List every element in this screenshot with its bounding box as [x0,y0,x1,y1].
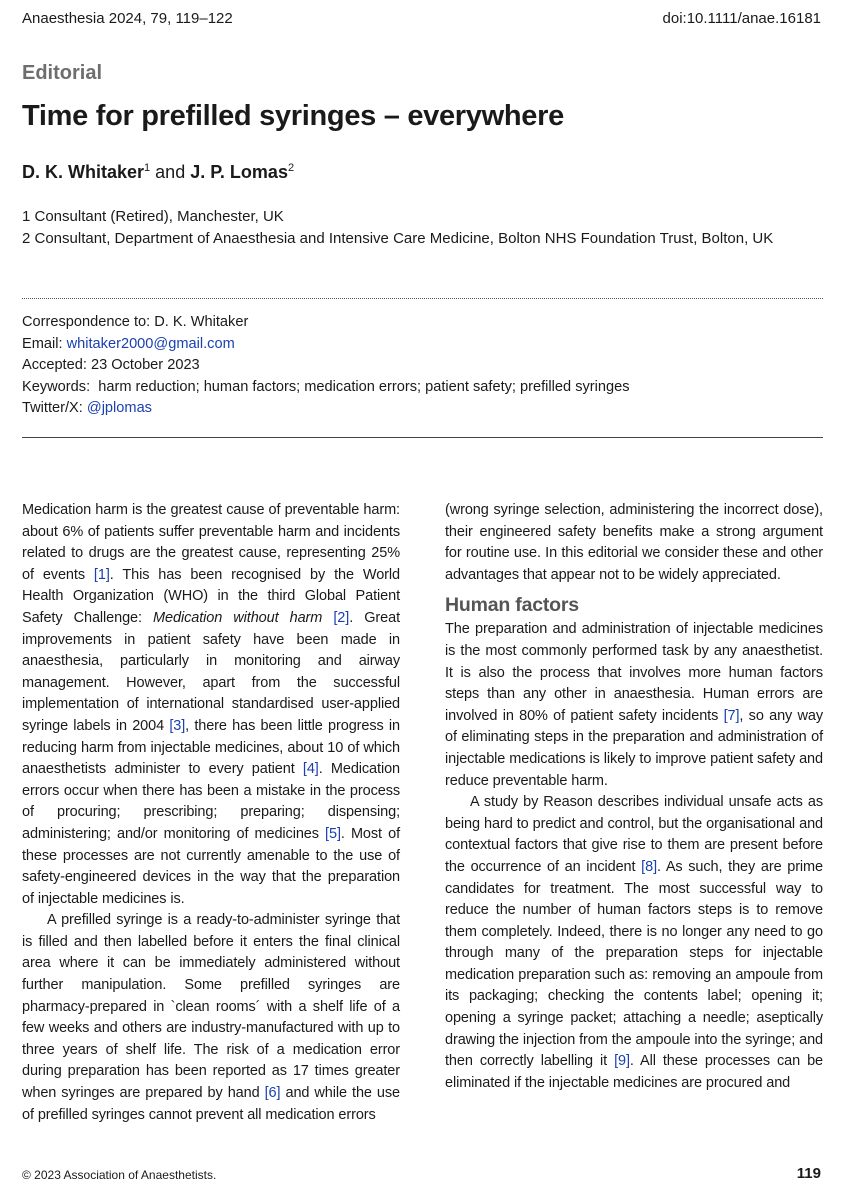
author-list [22,162,294,183]
author-conjunction: and [155,162,186,182]
twitter-link[interactable]: @jplomas [86,400,152,417]
twitter-label: Twitter/X: [22,400,87,417]
citation-link[interactable]: [7] [723,707,740,724]
keywords: Keywords: harm reduction; human factors; medication errors; patient safety; prefilled syringes [22,378,630,395]
paragraph: A prefilled syringe is a ready-to-administer syringe that is filled and then labelled before it enters the final clinical area where it can be immediately administered without further manipulation. Some prefilled syringes are pharmacy-prepared in `clean rooms´ with a shelf life of a few weeks and others are industry-manufactured with up to three years of shelf life. The risk of a medication error during preparation has been reported as 17 times greater when syringes are prepared by hand [6] and while the use of prefilled syringes cannot prevent all medication errors [22,912,400,1123]
page-number: 119 [796,1165,821,1182]
citation-link[interactable]: [9] [614,1053,630,1070]
section-label: Editorial [22,62,103,84]
journal-citation: Anaesthesia 2024, 79, 119–122 [22,10,233,27]
accepted-date: Accepted: 23 October 2023 [22,357,200,374]
citation-link[interactable]: [6] [264,1085,281,1102]
paragraph: (wrong syringe selection, administering the incorrect dose), their engineered safety benefits make a strong argument for routine use. In this editorial we consider these and other advantages that appear not to be widely appreciated. [445,502,823,583]
correspondence: Correspondence to: D. K. Whitaker [22,314,249,330]
header-divider [22,437,823,438]
affiliations [22,206,773,250]
citation-link[interactable]: [5] [325,825,341,842]
paragraph: A study by Reason describes individual unsafe acts as being hard to predict and control, but the organisational and contextual factors that give rise to them are present before the occurrence of an incident [8]. As such, they are prime candidates for treatment. The most successful way to reduce the number of human factors steps is to remove them completely. Indeed, there is no longer any need to go through many of the preparation steps for injectable medication preparation such as: removing an ampoule from its packaging; checking the contents label; opening it; opening a syringe packet; attaching a needle; aseptically drawing the injection from the ampoule into the syringe; and then correctly labelling it [9]. All these processes can be eliminated if the injectable medicines are procured and [445,794,824,1091]
twitter-row [22,398,630,420]
email-label: Email: [22,335,67,352]
body-column-left [22,500,400,1126]
body-column-right [445,500,823,1094]
citation-link[interactable]: [1] [93,566,110,583]
paragraph: Medication harm is the greatest cause of preventable harm: about 6% of patients suffer preventable harm and incidents related to drugs are the greatest cause, representing 25% of events [1]. This has been recognised by the World Health Organization (WHO) in the third Global Patient Safety Challenge: Medication without harm [2]. Great improvements in patient safety have been made in anaesthesia, particularly in monitoring and airway management. However, apart from the successful implementation of international standardised user-applied syringe labels in 2004 [3], there has been little progress in reducing harm from injectable medicines, about 10 of which anaesthetists administer to every patient [4]. Medication errors occur when there has been a mistake in the process of procuring; prescribing; preparing; dispensing; administering; and/or monitoring of medicines [5]. Most of these processes are not currently amenable to the use of safety-engineered devices in the way that the preparation of injectable medicines is. [22,502,401,907]
author-affiliation-marker: 1 [144,162,151,174]
author-name: J. P. Lomas [190,162,288,182]
affiliation: 2 Consultant, Department of Anaesthesia and Intensive Care Medicine, Bolton NHS Foundation Trust, Bolton, UK [22,230,774,247]
email-link[interactable]: whitaker2000@gmail.com [66,335,235,352]
citation-link[interactable]: [2] [333,609,350,626]
article-title: Time for prefilled syringes – everywhere [22,100,564,132]
citation-link[interactable]: [3] [169,717,186,734]
author-name: D. K. Whitaker [22,162,145,182]
section-heading: Human factors [445,594,579,617]
citation-link[interactable]: [8] [641,858,657,875]
email-row [22,334,630,356]
affiliation: 1 Consultant (Retired), Manchester, UK [22,208,284,225]
article-metadata [22,312,630,420]
paragraph: The preparation and administration of injectable medicines is the most commonly performed task by any anaesthetist. It is also the process that involves more human factors steps than any other in anaesthesia. Human errors are involved in 80% of patient safety incidents [7], so any way of eliminating steps in the preparation and administration of injectable medications is likely to improve patient safety and reduce preventable harm. [445,621,823,789]
citation-link[interactable]: [4] [302,761,319,778]
author-affiliation-marker: 2 [287,162,295,174]
dotted-divider [22,298,823,299]
doi[interactable]: doi:10.1111/anae.16181 [662,10,821,27]
emphasis: Medication without harm [153,609,323,626]
copyright: © 2023 Association of Anaesthetists. [22,1168,217,1182]
